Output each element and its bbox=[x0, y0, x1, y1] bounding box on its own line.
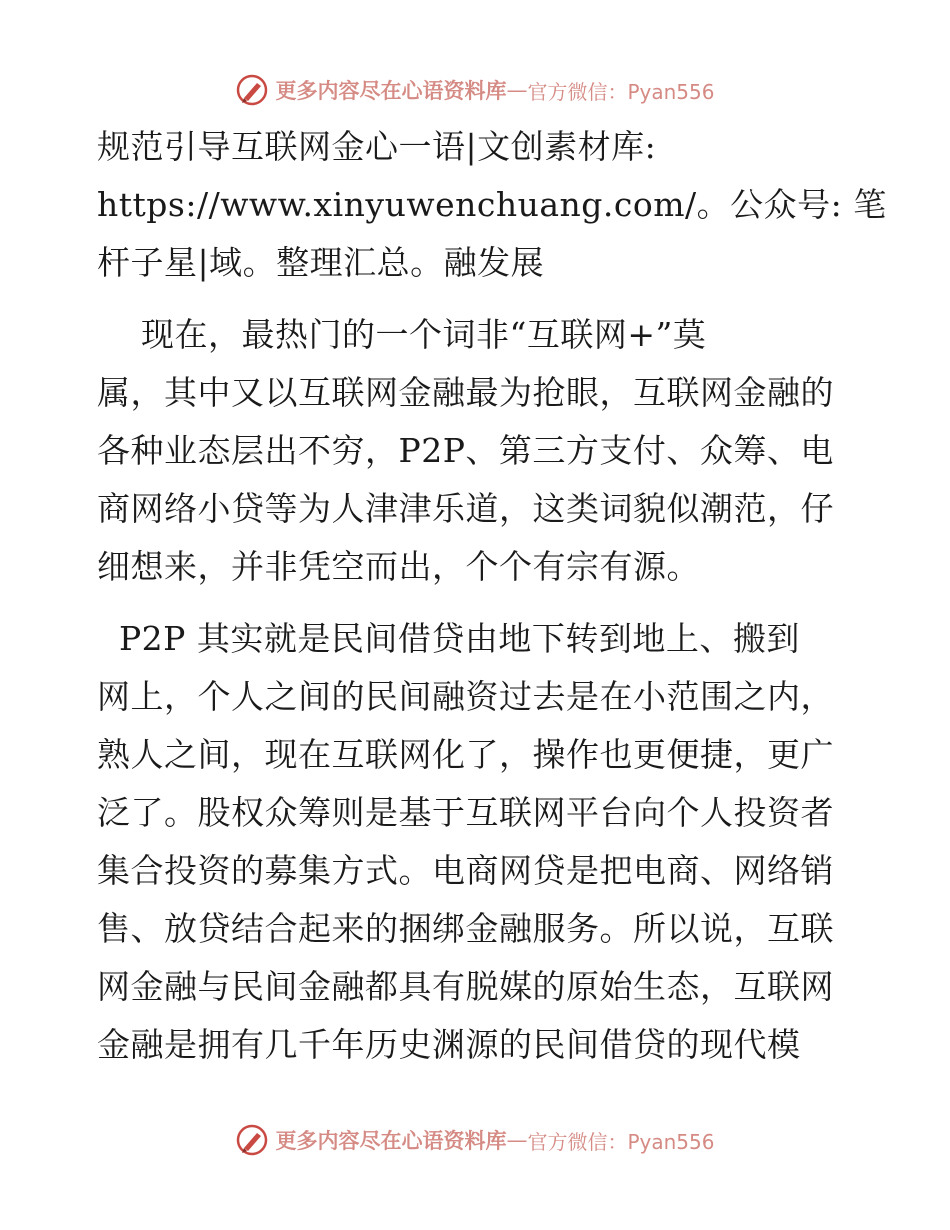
text-line: 商网络小贷等为人津津乐道，这类词貌似潮范，仔 bbox=[97, 489, 834, 528]
banner-main-text: 更多内容尽在心语资料库 bbox=[275, 78, 507, 103]
text-line: https://www.xinyuwenchuang.com/。公众号: 笔 bbox=[97, 185, 887, 224]
text-line: 杆子星|域。整理汇总。融发展 bbox=[97, 243, 545, 282]
paragraph-gap bbox=[97, 596, 852, 610]
text-line: 网上，个人之间的民间融资过去是在小范围之内， bbox=[97, 677, 834, 716]
banner-wechat-text: 官方微信：Pyan556 bbox=[527, 1129, 715, 1154]
footer-watermark-banner bbox=[0, 1120, 950, 1160]
pen-logo-icon bbox=[235, 1123, 269, 1157]
text-line: 细想来，并非凭空而出，个个有宗有源。 bbox=[97, 547, 700, 586]
banner-separator: — bbox=[506, 1128, 528, 1152]
text-line: 熟人之间，现在互联网化了，操作也更便捷，更广 bbox=[97, 735, 834, 774]
banner-main-text: 更多内容尽在心语资料库 bbox=[275, 1128, 507, 1153]
text-line: 现在，最热门的一个词非“互联网+”莫 bbox=[97, 315, 707, 354]
pen-logo-icon bbox=[235, 73, 269, 107]
text-line: 集合投资的募集方式。电商网贷是把电商、网络销 bbox=[97, 851, 834, 890]
paragraph-gap bbox=[97, 292, 852, 306]
text-line: 规范引导互联网金心一语|文创素材库: bbox=[97, 127, 657, 166]
banner-wechat-text: 官方微信：Pyan556 bbox=[527, 79, 715, 104]
body-text bbox=[97, 118, 887, 1074]
banner-separator: — bbox=[506, 78, 528, 102]
text-line: 泛了。股权众筹则是基于互联网平台向个人投资者 bbox=[97, 793, 834, 832]
header-watermark-banner bbox=[0, 70, 950, 110]
text-line: 网金融与民间金融都具有脱媒的原始生态，互联网 bbox=[97, 967, 834, 1006]
text-line: P2P 其实就是民间借贷由地下转到地上、搬到 bbox=[97, 619, 800, 658]
text-line: 金融是拥有几千年历史渊源的民间借贷的现代模 bbox=[97, 1025, 801, 1064]
text-line: 各种业态层出不穷，P2P、第三方支付、众筹、电 bbox=[97, 431, 834, 470]
text-line: 售、放贷结合起来的捆绑金融服务。所以说，互联 bbox=[97, 909, 834, 948]
text-line: 属，其中又以互联网金融最为抢眼，互联网金融的 bbox=[97, 373, 834, 412]
